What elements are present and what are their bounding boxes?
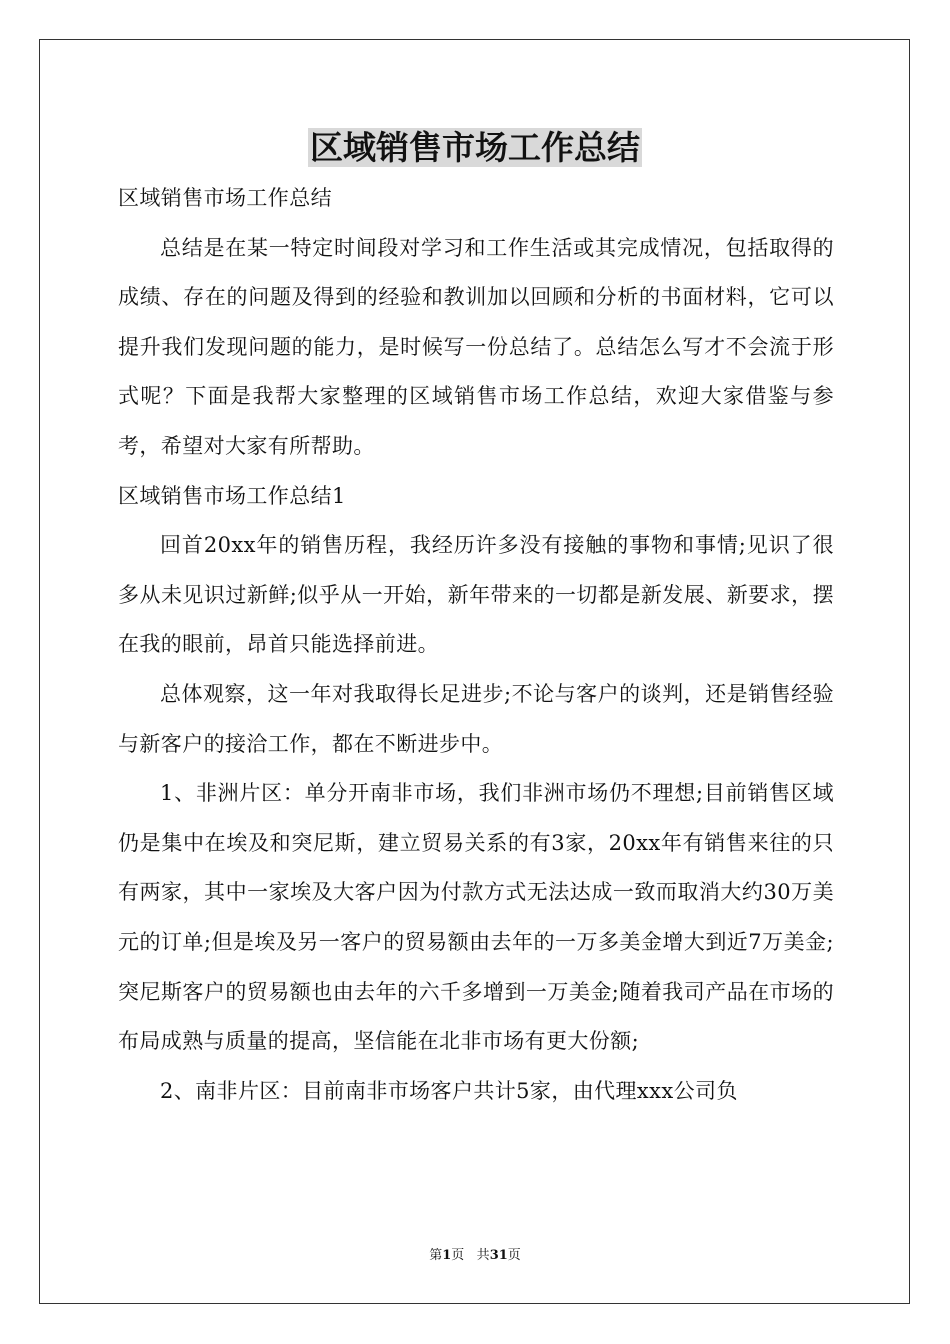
page-footer xyxy=(0,1246,950,1266)
paragraph-heading: 区域销售市场工作总结 xyxy=(118,186,332,210)
document-title-text: 区域销售市场工作总结 xyxy=(310,128,640,167)
footer-page-number: 1 xyxy=(442,1248,452,1263)
footer-total-suffix: 页 xyxy=(507,1248,521,1263)
paragraph-section-heading: 区域销售市场工作总结1 xyxy=(118,483,346,508)
paragraph-africa: 1、非洲片区：单分开南非市场，我们非洲市场仍不理想;目前销售区域仍是集中在埃及和突尼斯，建立贸易关系的有3家，20xx年有销售来往的只有两家，其中一家埃及大客户因为付款方式无法达成一致而取消大约30万美元的订单;但是埃及另一客户的贸易额由去年的一万多美金增大到近7万美金;突尼斯客户的贸易额也由去年的六千多增到一万美金;随着我司产品在市场的布局成熟与质量的提高，坚信能在北非市场有更大份额; xyxy=(118,781,834,1054)
paragraph-overview: 总体观察，这一年对我取得长足进步;不论与客户的谈判，还是销售经验与新客户的接洽工作，都在不断进步中。 xyxy=(118,681,834,756)
footer-page-suffix: 页 xyxy=(451,1248,465,1263)
paragraph-south-africa: 2、南非片区：目前南非市场客户共计5家，由代理xxx公司负 xyxy=(160,1078,738,1103)
footer-prefix: 第 xyxy=(429,1248,443,1263)
paragraph-review: 回首20xx年的销售历程，我经历许多没有接触的事物和事情;见识了很多从未见识过新鲜;似乎从一开始，新年带来的一切都是新发展、新要求，摆在我的眼前，昂首只能选择前进。 xyxy=(118,533,834,657)
paragraph-intro: 总结是在某一特定时间段对学习和工作生活或其完成情况，包括取得的成绩、存在的问题及得到的经验和教训加以回顾和分析的书面材料，它可以提升我们发现问题的能力，是时候写一份总结了。总结怎么写才不会流于形式呢？下面是我帮大家整理的区域销售市场工作总结，欢迎大家借鉴与参考，希望对大家有所帮助。 xyxy=(118,235,834,458)
document-title xyxy=(0,124,950,172)
footer-total-prefix: 共 xyxy=(476,1248,490,1263)
document-body xyxy=(118,174,834,1116)
footer-total-pages: 31 xyxy=(489,1248,508,1263)
